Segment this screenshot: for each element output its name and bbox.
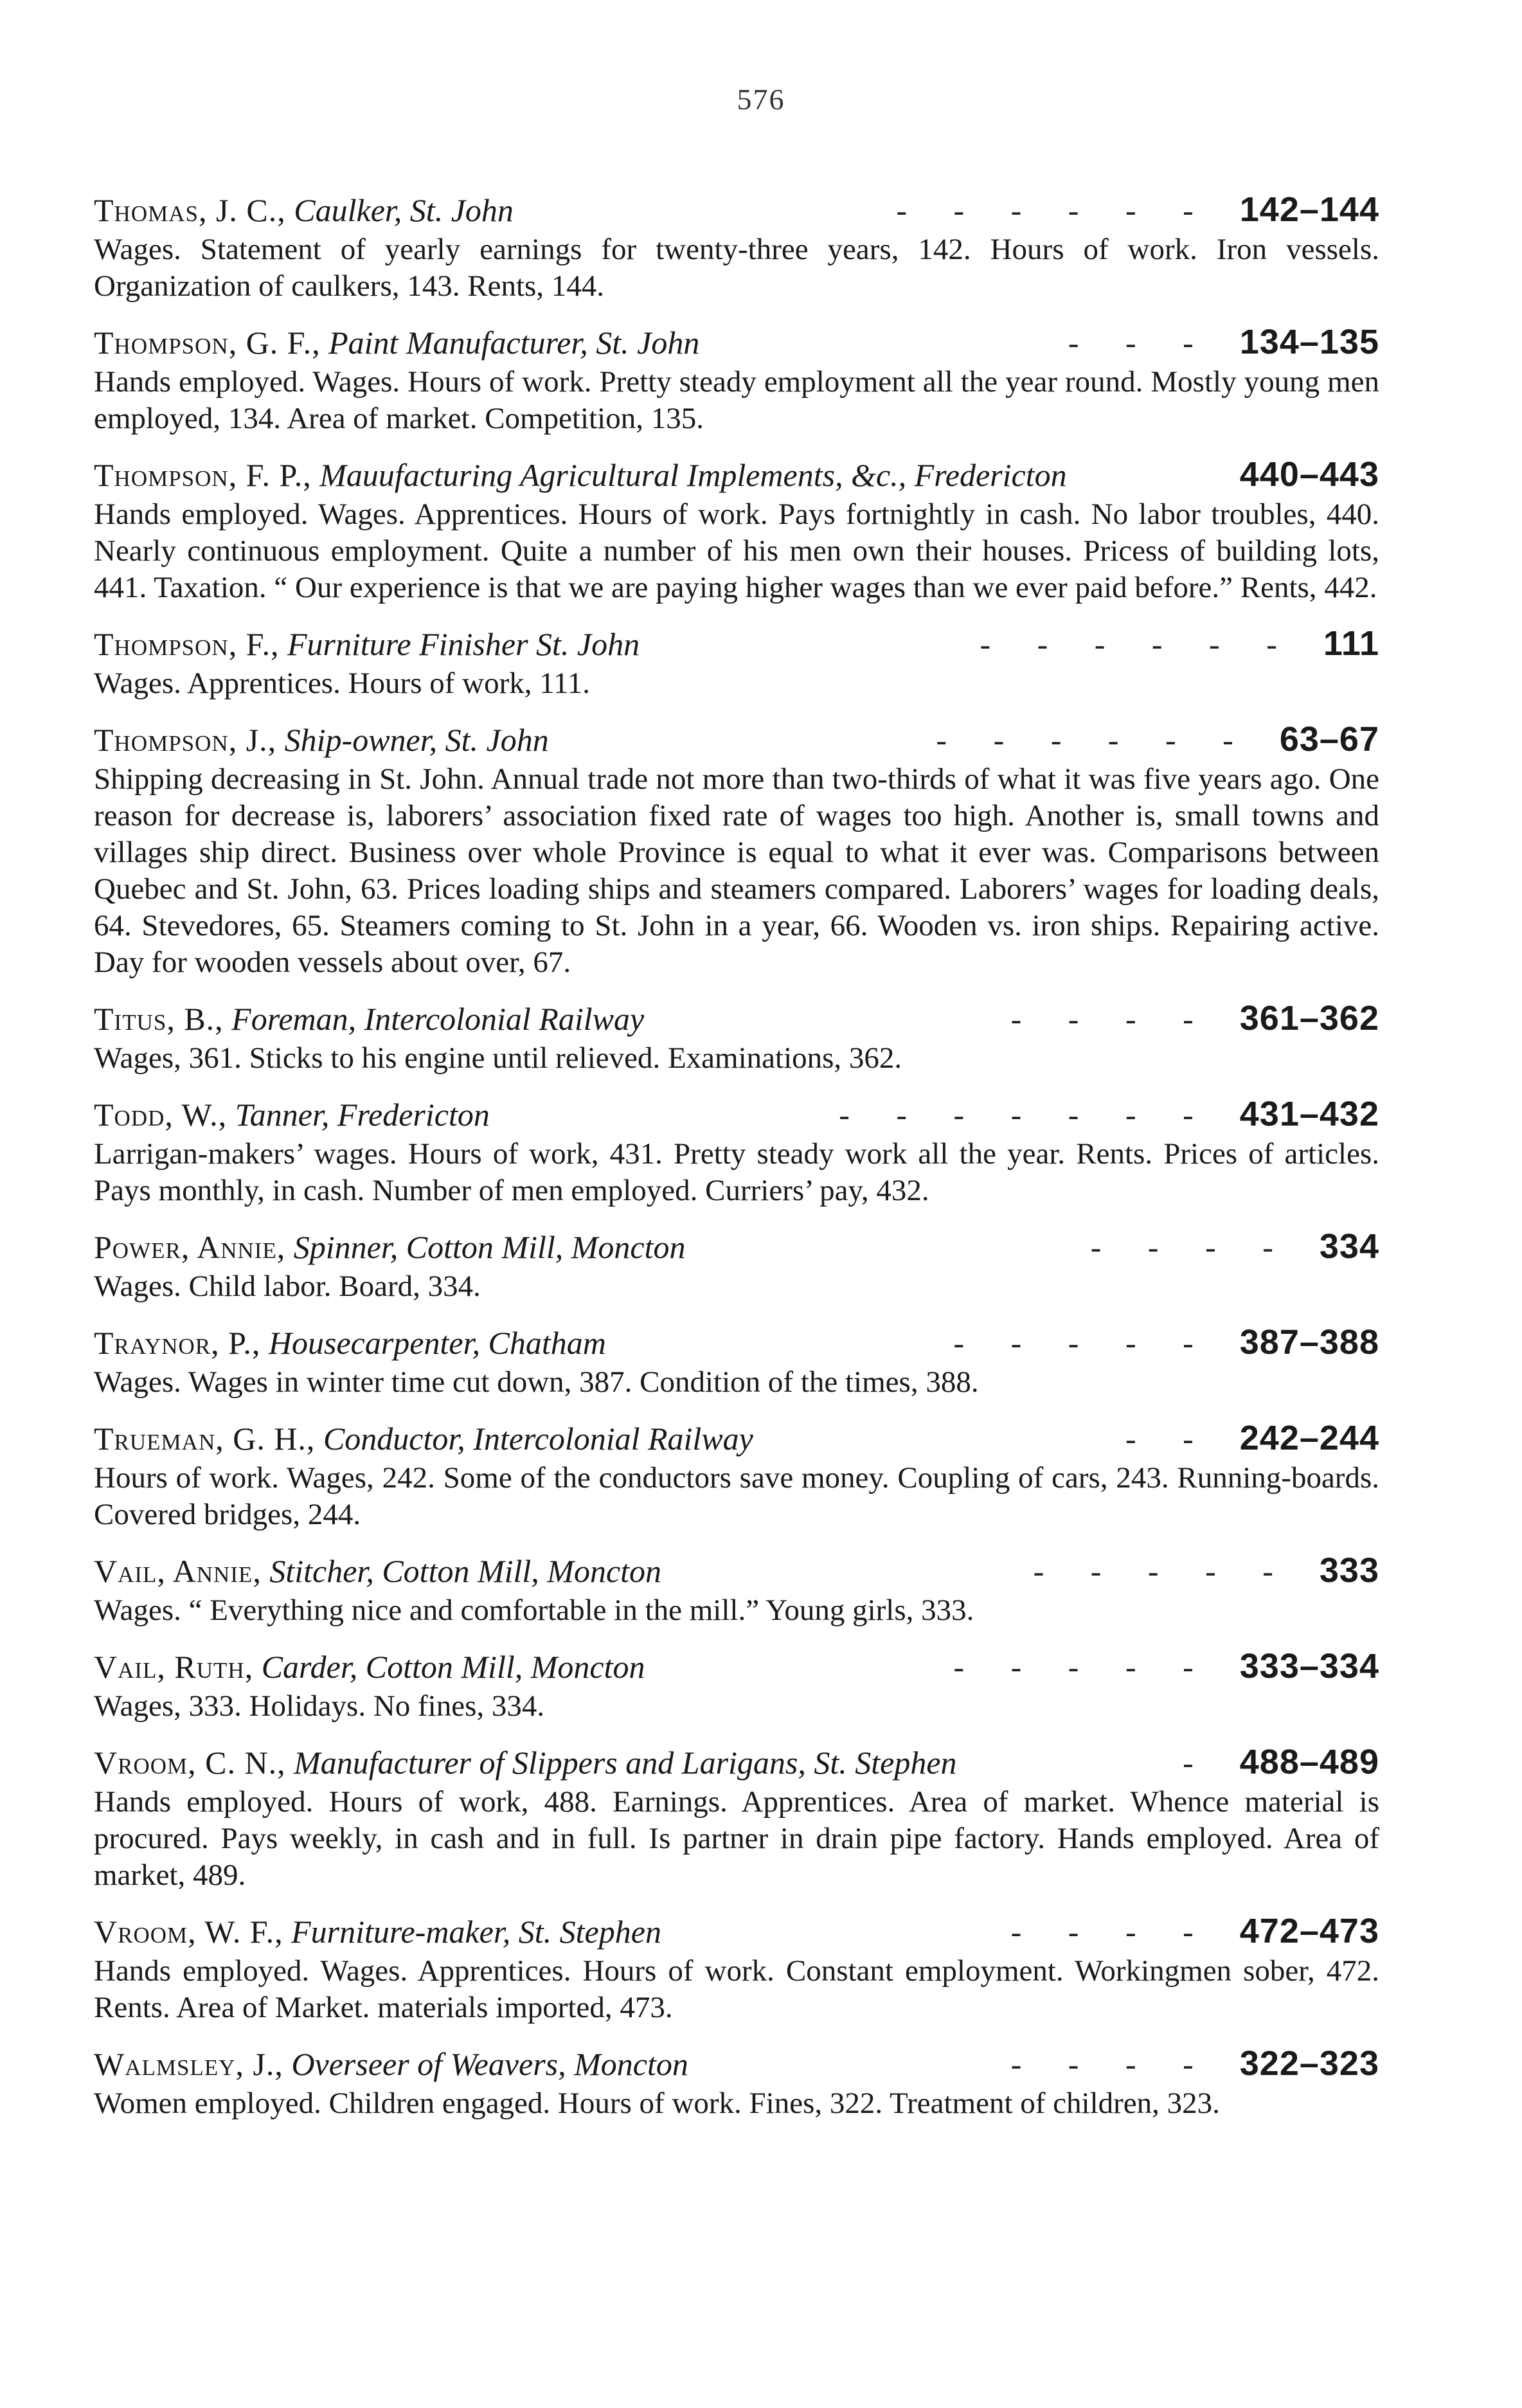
entry-summary: Wages. Wages in winter time cut down, 387. Condition of the times, 388. (94, 1365, 979, 1399)
leader-dashes: - - - - - - (896, 192, 1213, 228)
entry-heading (94, 1742, 1379, 1783)
entry-page-range: 440–443 (1239, 455, 1379, 494)
entry-occupation: Furniture Finisher St. John (287, 626, 640, 662)
index-entry (94, 1742, 1379, 1894)
entry-heading (94, 454, 1379, 495)
entry-summary: Wages. “ Everything nice and comfortable in the mill.” Young girls, 333. (94, 1594, 974, 1627)
entry-name: Traynor, P., (94, 1325, 261, 1361)
entry-heading (94, 719, 1379, 760)
index-entry (94, 1550, 1379, 1629)
leader-dashes: - - - - (1010, 2046, 1213, 2082)
entry-heading (94, 1094, 1379, 1135)
entry-name: Vroom, C. N., (94, 1745, 286, 1781)
entry-summary: Wages. Apprentices. Hours of work, 111. (94, 667, 590, 700)
entry-summary: Wages. Child labor. Board, 334. (94, 1270, 481, 1303)
entry-name: Power, Annie, (94, 1229, 286, 1265)
entry-summary: Shipping decreasing in St. John. Annual trade not more than two-thirds of what it was five years ago. One reason for decrease is, laborers’ association fixed rate of wages too high. Another is, small towns and villages ship direct. Business over whole Province is equal to what it ever was. Comparisons between Quebec and St. John, 63. Prices loading ships and steamers compared. Laborers’ wages for loading deals, 64. Stevedores, 65. Steamers coming to St. John in a year, 66. Wooden vs. iron ships. Repairing active. Day for wooden vessels about over, 67. (94, 762, 1379, 979)
entry-summary: Hands employed. Wages. Apprentices. Hours of work. Pays fortnightly in cash. No labor troubles, 440. Nearly continuous employment. Quite a number of his men own their houses. Pricess of building lots, 441. Taxation. “ Our experience is that we are paying higher wages than we ever paid before.” Rents, 442. (94, 498, 1379, 604)
index-entry (94, 1322, 1379, 1401)
entry-page-range: 333 (1319, 1551, 1379, 1590)
index-entry (94, 1226, 1379, 1305)
entry-name: Thompson, J., (94, 722, 277, 758)
entry-summary: Wages. Statement of yearly earnings for twenty-three years, 142. Hours of work. Iron vessels. Organization of caulkers, 143. Rents, 144. (94, 233, 1379, 303)
entry-heading (94, 1646, 1379, 1687)
leader-dashes: - - - - - (953, 1325, 1213, 1361)
index-entry (94, 998, 1379, 1077)
leader-dashes: - - - - (1010, 1914, 1213, 1950)
entry-summary: Wages, 333. Holidays. No fines, 334. (94, 1689, 545, 1723)
entry-occupation: Ship-owner, St. John (284, 722, 549, 758)
entry-page-range: 333–334 (1239, 1647, 1379, 1685)
leader-dashes: - - - - - - (980, 626, 1296, 662)
entry-occupation: Mauufacturing Agricultural Implements, &c., Fredericton (319, 457, 1067, 493)
leader-dashes: - - (1125, 1421, 1213, 1457)
entry-name: Vroom, W. F., (94, 1914, 283, 1950)
entry-page-range: 488–489 (1239, 1743, 1379, 1781)
leader-dashes: - (1183, 1745, 1213, 1781)
entry-name: Thompson, F., (94, 626, 280, 662)
entry-name: Walmsley, J., (94, 2046, 283, 2082)
leader-dashes: - - - - (1090, 1229, 1293, 1265)
leader-dashes: - - - - - (953, 1649, 1213, 1685)
entry-name: Thompson, F. P., (94, 457, 312, 493)
entry-page-range: 134–135 (1239, 323, 1379, 361)
entry-occupation: Carder, Cotton Mill, Moncton (261, 1649, 645, 1685)
entry-name: Trueman, G. H., (94, 1421, 316, 1457)
entry-heading (94, 1911, 1379, 1952)
entry-summary: Larrigan-makers’ wages. Hours of work, 431. Pretty steady work all the year. Rents. Prices of articles. Pays monthly, in cash. Number of men employed. Curriers’ pay, 432. (94, 1137, 1379, 1207)
entry-name: Vail, Annie, (94, 1553, 262, 1589)
entry-summary: Hours of work. Wages, 242. Some of the conductors save money. Coupling of cars, 243. Running-boards. Covered bridges, 244. (94, 1461, 1379, 1531)
index-entry (94, 719, 1379, 981)
entry-page-range: 111 (1323, 624, 1379, 663)
entry-page-range: 431–432 (1239, 1095, 1379, 1133)
entry-heading (94, 190, 1379, 230)
index-entry (94, 1911, 1379, 2026)
entry-occupation: Foreman, Intercolonial Railway (231, 1001, 645, 1037)
entry-summary: Hands employed. Wages. Hours of work. Pretty steady employment all the year round. Mostly young men employed, 134. Area of market. Competition, 135. (94, 365, 1379, 435)
entry-summary: Wages, 361. Sticks to his engine until relieved. Examinations, 362. (94, 1041, 902, 1075)
leader-dashes: - - - - - - - (839, 1097, 1213, 1133)
index-entry (94, 2044, 1379, 2122)
entry-summary: Hands employed. Hours of work, 488. Earnings. Apprentices. Area of market. Whence material is procured. Pays weekly, in cash and in full. Is partner in drain pipe factory. Hands employed. Area of market, 489. (94, 1785, 1379, 1892)
entry-page-range: 242–244 (1239, 1419, 1379, 1457)
entry-occupation: Tanner, Fredericton (235, 1097, 490, 1133)
entry-occupation: Furniture-maker, St. Stephen (291, 1914, 661, 1950)
leader-dashes: - - - (1068, 325, 1213, 361)
index-entry (94, 190, 1379, 305)
entry-page-range: 142–144 (1239, 190, 1379, 229)
entry-page-range: 472–473 (1239, 1912, 1379, 1950)
entry-page-range: 387–388 (1239, 1323, 1379, 1361)
entry-name: Vail, Ruth, (94, 1649, 254, 1685)
entry-occupation: Housecarpenter, Chatham (268, 1325, 606, 1361)
entry-heading (94, 1418, 1379, 1459)
entry-name: Titus, B., (94, 1001, 224, 1037)
index-entry (94, 1646, 1379, 1725)
entry-page-range: 322–323 (1239, 2044, 1379, 2083)
entry-summary: Women employed. Children engaged. Hours of work. Fines, 322. Treatment of children, 323. (94, 2087, 1220, 2120)
entry-heading (94, 998, 1379, 1039)
entry-occupation: Paint Manufacturer, St. John (328, 325, 700, 361)
page-number: 576 (737, 83, 785, 116)
leader-dashes: - - - - (1010, 1001, 1213, 1037)
entry-name: Thompson, G. F., (94, 325, 321, 361)
entry-occupation: Overseer of Weavers, Moncton (291, 2046, 688, 2082)
entry-page-range: 361–362 (1239, 999, 1379, 1038)
entry-page-range: 63–67 (1279, 720, 1379, 759)
entry-name: Thomas, J. C., (94, 192, 286, 228)
entry-occupation: Stitcher, Cotton Mill, Moncton (269, 1553, 662, 1589)
leader-dashes: - - - - - (1033, 1553, 1293, 1589)
entry-name: Todd, W., (94, 1097, 228, 1133)
entry-heading (94, 2044, 1379, 2084)
entry-heading (94, 1322, 1379, 1363)
index-entry (94, 454, 1379, 606)
index-entry (94, 1094, 1379, 1209)
index-entries (94, 190, 1379, 2139)
entry-heading (94, 1550, 1379, 1591)
index-entry (94, 322, 1379, 437)
leader-dashes: - - - - - - (936, 722, 1253, 758)
entry-heading (94, 624, 1379, 664)
index-entry (94, 624, 1379, 702)
entry-occupation: Caulker, St. John (294, 192, 514, 228)
entry-occupation: Conductor, Intercolonial Railway (323, 1421, 753, 1457)
entry-occupation: Spinner, Cotton Mill, Moncton (293, 1229, 686, 1265)
entry-page-range: 334 (1319, 1227, 1379, 1266)
index-entry (94, 1418, 1379, 1533)
entry-heading (94, 1226, 1379, 1267)
entry-occupation: Manufacturer of Slippers and Larigans, St. Stephen (294, 1745, 957, 1781)
entry-summary: Hands employed. Wages. Apprentices. Hours of work. Constant employment. Workingmen sober, 472. Rents. Area of Market. materials imported, 473. (94, 1954, 1379, 2024)
entry-heading (94, 322, 1379, 363)
